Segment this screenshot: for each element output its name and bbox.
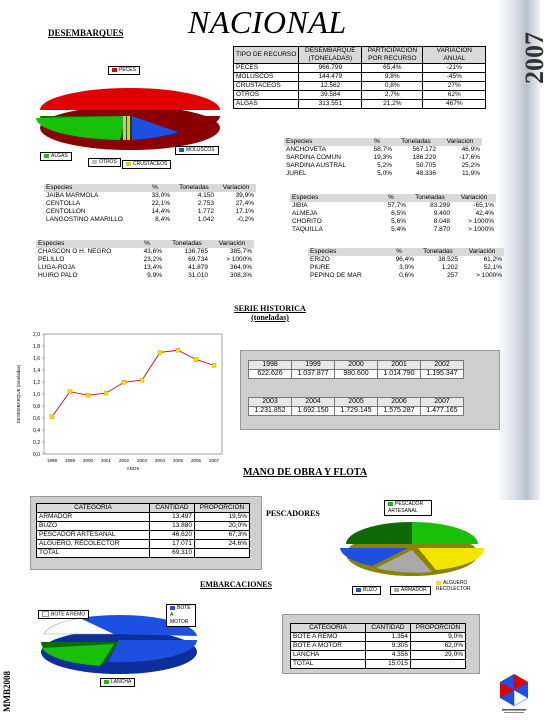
- x-tick-label: 1999: [64, 458, 76, 463]
- table-row: CENTOLLON 14,4% 1.772 17,1%: [46, 208, 254, 215]
- plot-area: [44, 334, 222, 454]
- institution-logo-icon: [494, 672, 534, 716]
- serie-title: SERIE HISTORICA: [234, 304, 306, 313]
- table-row: LANGOSTINO AMARILLO 8,4% 1.042 -0,2%: [46, 216, 254, 223]
- y-tick-label: 1,6: [33, 356, 40, 362]
- pie-slice-otros: [123, 116, 126, 140]
- x-tick-label: 2007: [208, 458, 220, 463]
- data-point: [104, 391, 108, 395]
- serie-line-chart: [14, 326, 234, 476]
- table-row: ERIZO 96,4% 38.525 61,2%: [310, 256, 502, 263]
- x-tick-label: 2000: [82, 458, 94, 463]
- legend-crustaceos: CRUSTACEOS: [122, 160, 171, 169]
- table-row: ANCHOVETA 58,7% 567.172 46,9%: [286, 146, 480, 153]
- legend-algas: ALGAS: [40, 152, 72, 161]
- y-tick-label: 1,2: [33, 380, 40, 386]
- legend-armador: ARMADOR: [390, 586, 431, 595]
- legend-bote-remo: BOTE A REMO: [38, 610, 89, 619]
- pie-slice-peces: [40, 88, 220, 110]
- table-row-total: TOTAL 69.310: [37, 549, 250, 558]
- y-tick-label: 1,8: [33, 344, 40, 350]
- col-header: PARTICIPACION POR RECURSO: [362, 47, 423, 64]
- footer-code-vertical: MMB2008: [2, 671, 12, 712]
- table-tipo-recurso: [233, 46, 486, 109]
- series-line: [52, 350, 214, 416]
- table-row: MOLUSCOS 144.479 9,8% -45%: [234, 73, 486, 82]
- table-row-total: TOTAL 15.015: [291, 660, 466, 669]
- data-point: [140, 378, 144, 382]
- y-tick-label: 1,0: [33, 392, 40, 398]
- table-row: TAQUILLA 5,4% 7.870 > 1000%: [292, 226, 494, 233]
- legend-lancha: LANCHA: [100, 678, 135, 687]
- table-row: PEPINO DE MAR 0,6% 257 > 1000%: [310, 272, 502, 279]
- table-row: PESCADOR ARTESANAL 46.620 67,3%: [37, 531, 250, 540]
- table-row: CHORITO 5,6% 8.048 > 1000%: [292, 218, 494, 225]
- pie-slice-crustaceos: [127, 116, 130, 140]
- y-tick-label: 1,4: [33, 368, 40, 374]
- pescadores-label: PESCADORES: [266, 509, 320, 518]
- col-header: VARIACION ANUAL: [423, 47, 486, 64]
- table-row: SARDINA COMUN 19,3% 186.229 -17,6%: [286, 154, 480, 161]
- x-axis-label: AÑOS: [126, 466, 140, 471]
- table-moluscos: Especies % Toneladas Variación JIBIA 57,7% 83.299 -65,1% ALMEJA 6,5% 9.400 42,4% CHORITO 5,6% 8.048 > 1000% TAQUILLA 5,4% 7.870 > 1000%: [292, 194, 494, 233]
- table-row: BUZO 13.880 20,0%: [37, 522, 250, 531]
- y-axis-label: DESEMBARQUE (toneladas): [16, 364, 21, 424]
- table-crustaceos: Especies % Toneladas Variación JAIBA MARMOLA 33,0% 4.150 39,9% CENTOLLA 22,1% 2.753 27,4% CENTOLLON 14,4% 1.772 17,1% LANGOSTINO AMARILLO 8,4% 1.042 -0,2%: [46, 184, 254, 223]
- table-row: CHASCON O H. NEGRO 43,6% 136.765 385,7%: [38, 248, 252, 255]
- page-title: NACIONAL: [188, 4, 347, 40]
- table-row: PECES 966.799 65,4% -21%: [234, 64, 486, 73]
- table-row: JIBIA 57,7% 83.299 -65,1%: [292, 202, 494, 209]
- pie-pescadores: [332, 508, 492, 588]
- table-row: CENTOLLA 22,1% 2.753 27,4%: [46, 200, 254, 207]
- table-row: JAIBA MARMOLA 33,0% 4.150 39,9%: [46, 192, 254, 199]
- table-row: JUREL 5,0% 48.336 11,9%: [286, 170, 480, 177]
- data-point: [176, 348, 180, 352]
- x-tick-label: 2003: [136, 458, 148, 463]
- year-table-row1: 1998 1999 2000 2001 2002 622.626 1.037.877 980.600 1.014.790 1.195.347: [248, 360, 464, 379]
- table-row: BOTE A REMO 1.354 9,0%: [291, 633, 466, 642]
- table-row: CRUSTACEOS 12.562 0,8% 27%: [234, 82, 486, 91]
- embarcaciones-label: EMBARCACIONES: [200, 580, 273, 589]
- y-tick-label: 0,2: [33, 440, 40, 446]
- data-point: [68, 390, 72, 394]
- y-tick-label: 0,0: [33, 452, 40, 458]
- legend-peces: PECES: [108, 66, 140, 75]
- x-tick-label: 2006: [190, 458, 202, 463]
- x-tick-label: 2005: [172, 458, 184, 463]
- table-row: HUIRO PALO 9,9% 31.010 308,3%: [38, 272, 252, 279]
- legend-pescador-artesanal: PESCADOR ARTESANAL: [384, 500, 432, 516]
- data-point: [86, 393, 90, 397]
- table-embarcaciones: CATEGORIA CANTIDAD PROPORCION BOTE A REMO 1.354 9,0% BOTE A MOTOR 9.305 62,0% LANCHA 4.356 29,0% TOTAL 15.015: [290, 623, 466, 669]
- y-tick-label: 2,0: [33, 332, 40, 338]
- table-row: ALGUERO, RECOLECTOR 17.071 24,6%: [37, 540, 250, 549]
- legend-bote-motor: BOTE A MOTOR: [166, 604, 196, 627]
- table-pescadores: CATEGORIA CANTIDAD PROPORCION ARMADOR 13.497 19,5% BUZO 13.880 20,0% PESCADOR ARTESANAL 46.620 67,3% ALGUERO, RECOLECTOR 17.071 24,6% TOTAL 69.310: [36, 503, 250, 558]
- data-point: [122, 380, 126, 384]
- x-tick-label: 2001: [100, 458, 112, 463]
- table-row: ALGAS 313.551 21,2% 467%: [234, 100, 486, 109]
- table-otros: Especies % Toneladas Variación ERIZO 96,4% 38.525 61,2% PIURE 3,0% 1.202 52,1% PEPINO DE MAR 0,6% 257 > 1000%: [310, 248, 502, 279]
- legend-buzo: BUZO: [352, 586, 381, 595]
- year-table-row2: 2003 2004 2005 2006 2007 1.231.852 1.692.150 1.729.145 1.575.287 1.477.165: [248, 397, 464, 416]
- table-row: BOTE A MOTOR 9.305 62,0%: [291, 642, 466, 651]
- table-row: OTROS 39.584 2,7% 62%: [234, 91, 486, 100]
- x-tick-label: 2002: [118, 458, 130, 463]
- data-point: [50, 415, 54, 419]
- table-row: PELILLO 23,2% 69.734 > 1000%: [38, 256, 252, 263]
- y-tick-label: 0,8: [33, 404, 40, 410]
- year-vertical: 2007: [520, 32, 549, 84]
- table-row: LANCHA 4.356 29,0%: [291, 651, 466, 660]
- table-algas: Especies % Toneladas Variación CHASCON O H. NEGRO 43,6% 136.765 385,7% PELILLO 23,2% 69.734 > 1000% LUGA-ROJA 13,4% 41.879 364,0% HUIRO PALO 9,9% 31.010 308,3%: [38, 240, 252, 279]
- table-row: SARDINA AUSTRAL 5,2% 50.705 25,2%: [286, 162, 480, 169]
- table-row: LUGA-ROJA 13,4% 41.879 364,0%: [38, 264, 252, 271]
- table-row: ALMEJA 6,5% 9.400 42,4%: [292, 210, 494, 217]
- table-peces: Especies % Toneladas Variación ANCHOVETA 58,7% 567.172 46,9% SARDINA COMUN 19,3% 186.229 -17,6% SARDINA AUSTRAL 5,2% 50.705 25,2% JUREL 5,0% 48.336 11,9%: [286, 138, 480, 177]
- mano-obra-heading: MANO DE OBRA Y FLOTA: [243, 467, 368, 478]
- x-tick-label: 1998: [46, 458, 58, 463]
- y-tick-label: 0,6: [33, 416, 40, 422]
- data-point: [194, 357, 198, 361]
- legend-moluscos: MOLUSCOS: [175, 146, 219, 155]
- col-header: TIPO DE RECURSO: [234, 47, 299, 64]
- data-point: [158, 350, 162, 354]
- col-header: DESEMBARQUE (TONELADAS): [299, 47, 362, 64]
- table-row: PIURE 3,0% 1.202 52,1%: [310, 264, 502, 271]
- y-tick-label: 0,4: [33, 428, 40, 434]
- legend-otros: OTROS: [88, 158, 121, 167]
- data-point: [212, 363, 216, 367]
- table-row: ARMADOR 13.497 19,5%: [37, 513, 250, 522]
- x-tick-label: 2004: [154, 458, 166, 463]
- section-label-desembarques: DESEMBARQUES: [48, 28, 124, 38]
- serie-subtitle: (toneladas): [251, 313, 289, 322]
- legend-alguero: ALGUERO RECOLECTOR: [436, 580, 471, 592]
- pie-slice-pescador-artesanal: [412, 522, 478, 544]
